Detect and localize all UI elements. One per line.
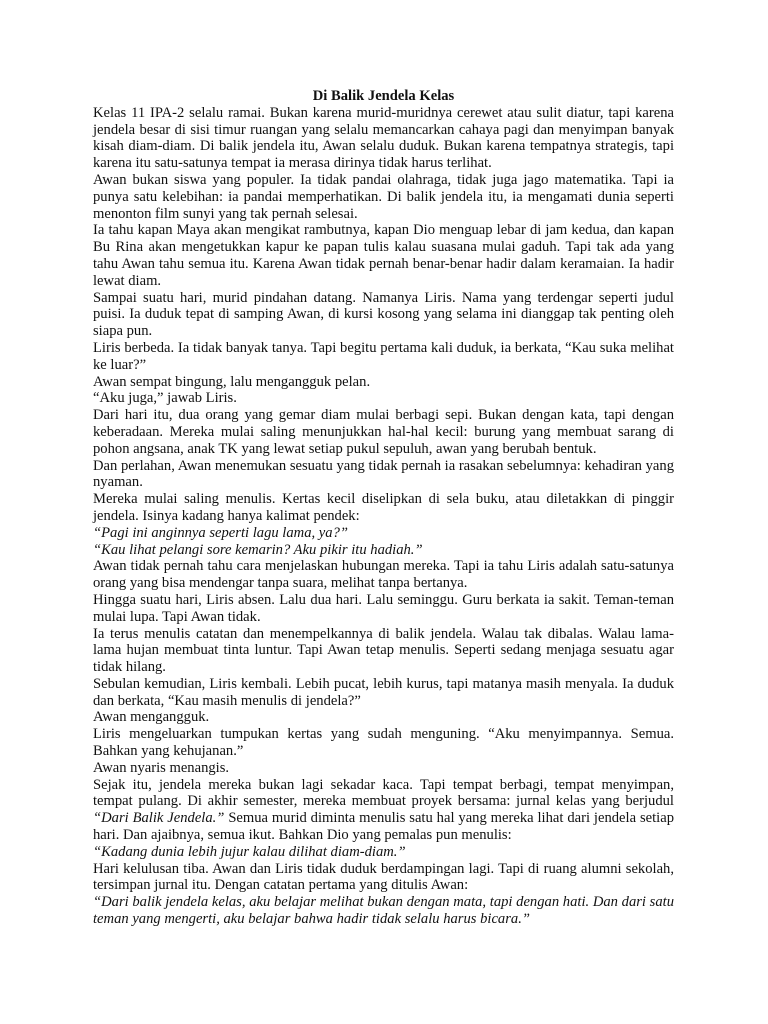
paragraph-text: Sebulan kemudian, Liris kembali. Lebih pucat, lebih kurus, tapi matanya masih menyala. Ia duduk dan berkata, “Kau masih menulis di jendela?” bbox=[93, 675, 674, 709]
document-body bbox=[93, 88, 674, 928]
paragraph-text: Liris mengeluarkan tumpukan kertas yang sudah menguning. “Aku menyimpannya. Semua. Bahkan yang kehujanan.” bbox=[93, 726, 674, 760]
paragraph-text: Semua murid diminta menulis satu hal yang mereka lihat dari jendela setiap hari. Dan ajaibnya, semua ikut. Bahkan Dio yang pemalas pun menulis: bbox=[93, 810, 674, 844]
paragraph-text: Awan nyaris menangis. bbox=[93, 759, 230, 776]
paragraph-text: “Dari balik jendela kelas, aku belajar melihat bukan dengan mata, tapi dengan hati. Dan dari satu teman yang mengerti, aku belajar bahwa hadir tidak selalu harus bicara.” bbox=[93, 894, 674, 928]
paragraph bbox=[93, 676, 674, 710]
paragraph bbox=[93, 374, 674, 391]
paragraph bbox=[93, 390, 674, 407]
paragraph-text: Awan sempat bingung, lalu mengangguk pelan. bbox=[93, 373, 371, 390]
paragraph-text: Awan mengangguk. bbox=[93, 709, 210, 726]
italic-title: “Dari Balik Jendela.” bbox=[93, 810, 225, 827]
paragraph-text: “Kau lihat pelangi sore kemarin? Aku pikir itu hadiah.” bbox=[93, 541, 423, 558]
paragraph-text: Sejak itu, jendela mereka bukan lagi sekadar kaca. Tapi tempat berbagi, tempat menyimpan, tempat pulang. Di akhir semester, mereka membuat proyek bersama: jurnal kelas yang berjudul bbox=[93, 776, 674, 810]
quote-paragraph bbox=[93, 542, 674, 559]
paragraph-text: Liris berbeda. Ia tidak banyak tanya. Tapi begitu pertama kali duduk, ia berkata, “Kau suka melihat ke luar?” bbox=[93, 339, 674, 373]
paragraph bbox=[93, 290, 674, 340]
paragraph-text: Hari kelulusan tiba. Awan dan Liris tidak duduk berdampingan lagi. Tapi di ruang alumni sekolah, tersimpan jurnal itu. Dengan catatan pertama yang ditulis Awan: bbox=[93, 860, 674, 894]
paragraph-text: Dan perlahan, Awan menemukan sesuatu yang tidak pernah ia rasakan sebelumnya: kehadiran yang nyaman. bbox=[93, 457, 674, 491]
paragraph-text: Hingga suatu hari, Liris absen. Lalu dua hari. Lalu seminggu. Guru berkata ia sakit. Teman-teman mulai lupa. Tapi Awan tidak. bbox=[93, 591, 674, 625]
paragraph bbox=[93, 340, 674, 374]
paragraph bbox=[93, 105, 674, 172]
quote-paragraph bbox=[93, 894, 674, 928]
document-title: Di Balik Jendela Kelas bbox=[312, 88, 455, 104]
paragraph-text: Sampai suatu hari, murid pindahan datang. Namanya Liris. Nama yang terdengar seperti judul puisi. Ia duduk tepat di samping Awan, di kursi kosong yang selama ini dianggap tak penting oleh siapa pun. bbox=[93, 289, 674, 340]
paragraph bbox=[93, 861, 674, 895]
quote-paragraph bbox=[93, 844, 674, 861]
paragraph bbox=[93, 709, 674, 726]
paragraph-text: “Kadang dunia lebih jujur kalau dilihat diam-diam.” bbox=[93, 843, 406, 860]
paragraph-text: Dari hari itu, dua orang yang gemar diam mulai berbagi sepi. Bukan dengan kata, tapi dengan keberadaan. Mereka mulai saling menunjukkan hal-hal kecil: burung yang membuat sarang di pohon angsana, anak TK yang lewat setiap pukul sepuluh, awan yang berubah bentuk. bbox=[93, 407, 674, 457]
paragraph-text: Ia tahu kapan Maya akan mengikat rambutnya, kapan Dio menguap lebar di jam kedua, dan kapan Bu Rina akan mengetukkan kapur ke papan tulis kalau suasana mulai gaduh. Tapi tak ada yang tahu Awan tahu semua itu. Karena Awan tidak pernah benar-benar hadir dalam keramaian. Ia hadir lewat diam. bbox=[93, 222, 674, 289]
paragraph-text: Awan tidak pernah tahu cara menjelaskan hubungan mereka. Tapi ia tahu Liris adalah satu-satunya orang yang bisa mendengar tanpa suara, melihat tanpa bertanya. bbox=[93, 558, 674, 592]
paragraph-text: Kelas 11 IPA-2 selalu ramai. Bukan karena murid-muridnya cerewet atau sulit diatur, tapi karena jendela besar di sisi timur ruangan yang selalu memancarkan cahaya pagi dan menyimpan banyak kisah diam-diam. Di balik jendela itu, Awan selalu duduk. Bukan karena tempatnya strategis, tapi karena itu satu-satunya tempat ia merasa dirinya tidak harus terlihat. bbox=[93, 104, 674, 172]
paragraph-text: Ia terus menulis catatan dan menempelkannya di balik jendela. Walau tak dibalas. Walau lama-lama hujan membuat tinta luntur. Tapi Awan tetap menulis. Seperti sedang menjaga sesuatu agar tidak hilang. bbox=[93, 625, 674, 676]
paragraph bbox=[93, 172, 674, 222]
paragraph-text: Mereka mulai saling menulis. Kertas kecil diselipkan di sela buku, atau diletakkan di pinggir jendela. Isinya kadang hanya kalimat pendek: bbox=[93, 491, 674, 524]
paragraph-text: “Aku juga,” jawab Liris. bbox=[93, 390, 237, 407]
paragraph bbox=[93, 222, 674, 289]
quote-paragraph bbox=[93, 525, 674, 542]
paragraph bbox=[93, 777, 674, 844]
paragraph bbox=[93, 458, 674, 492]
paragraph bbox=[93, 592, 674, 626]
paragraph bbox=[93, 626, 674, 676]
paragraph bbox=[93, 491, 674, 525]
paragraph bbox=[93, 760, 674, 777]
paragraph-text: “Pagi ini anginnya seperti lagu lama, ya?” bbox=[93, 524, 348, 541]
paragraph-text: Awan bukan siswa yang populer. Ia tidak pandai olahraga, tidak juga jago matematika. Tapi ia punya satu kelebihan: ia pandai memperhatikan. Di balik jendela itu, ia mengamati dunia seperti menonton film sunyi yang tak pernah selesai. bbox=[93, 171, 674, 222]
paragraph bbox=[93, 407, 674, 457]
paragraph bbox=[93, 558, 674, 592]
paragraph bbox=[93, 726, 674, 760]
paragraph-list bbox=[93, 105, 674, 928]
